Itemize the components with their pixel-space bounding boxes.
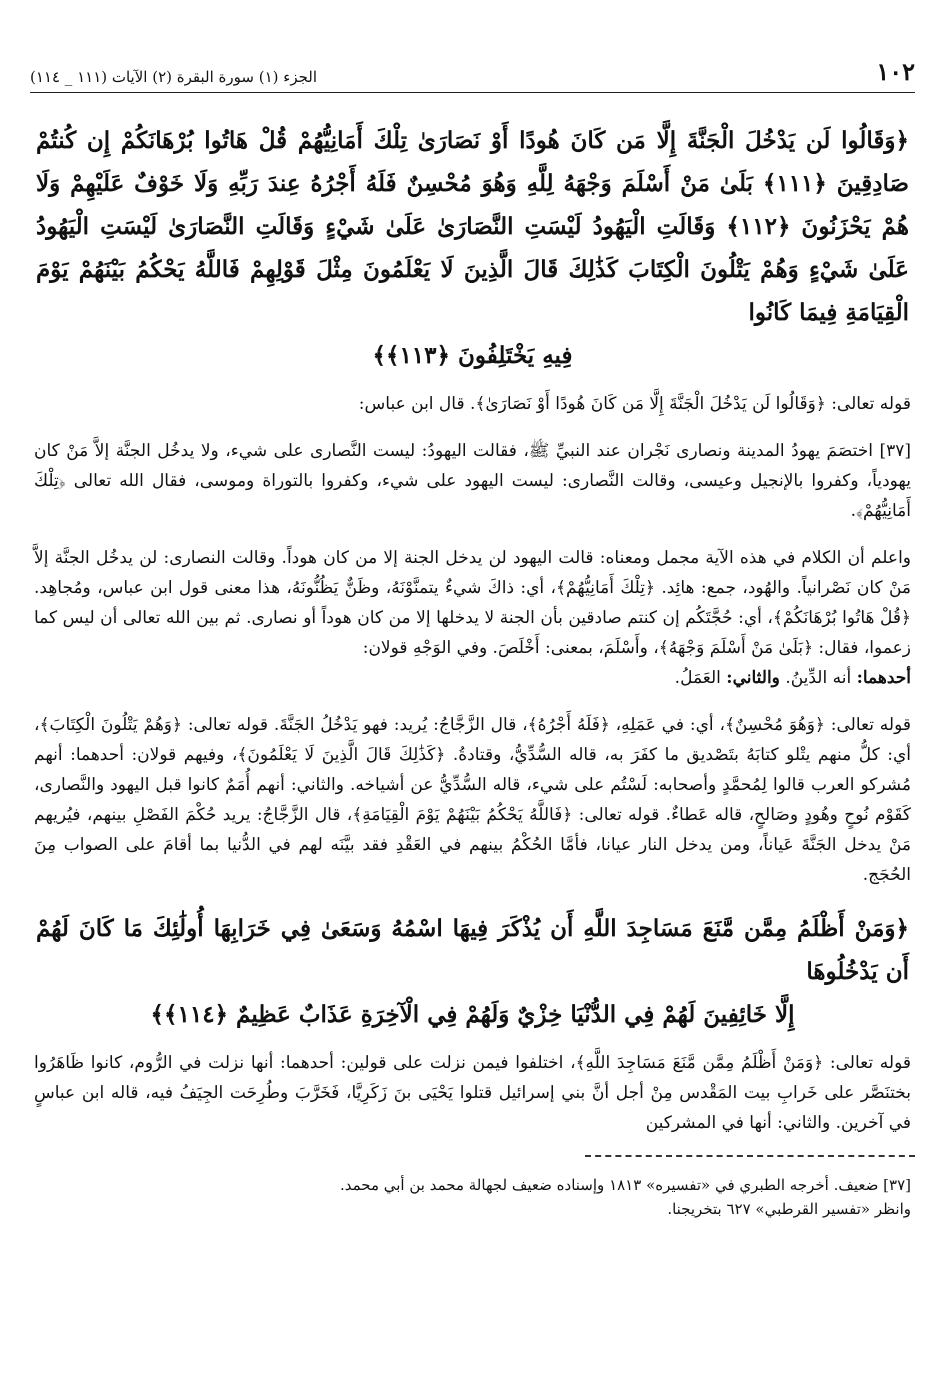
- quran-verses-113-end: فِيهِ يَخْتَلِفُونَ ﴿١١٣﴾﴾: [372, 342, 573, 369]
- quran-verse-114: ﴿وَمَنْ أَظْلَمُ مِمَّن مَّنَعَ مَسَاجِدَ اللَّهِ أَن يُذْكَرَ فِيهَا اسْمُهُ وَسَعَىٰ فِي خَرَابِهَا أُولَٰئِكَ مَا كَانَ لَهُمْ أَن يَدْخُلُوهَا: [36, 915, 909, 985]
- opinion-label: والثاني:: [726, 668, 780, 688]
- page: [30, 52, 915, 1221]
- footnotes: [30, 1173, 915, 1221]
- page-header: [30, 52, 915, 93]
- opinion-text: أنه الدِّينُ.: [785, 668, 852, 688]
- footnote-line: وانظر «تفسير القرطبي» ٦٢٧ بتخريجنا.: [667, 1200, 911, 1218]
- quran-verse-114-end: إِلَّا خَائِفِينَ لَهُمْ فِي الدُّنْيَا خِزْيٌ وَلَهُمْ فِي الْآخِرَةِ عَذَابٌ عَظِيمٌ ﴿١١٤﴾﴾: [150, 1001, 795, 1028]
- opinion-text: العَمَلُ.: [674, 668, 721, 688]
- running-head: الجزء (١) سورة البقرة (٢) الآيات (١١١ _ ١١٤): [30, 68, 318, 86]
- page-number: ١٠٢: [876, 57, 915, 86]
- commentary-paragraph: قوله تعالى: ﴿وَمَنْ أَظْلَمُ مِمَّن مَّنَعَ مَسَاجِدَ اللَّهِ﴾، اختلفوا فيمن نزلت على قولين: أحدهما: أنها نزلت في الرُّوم، كانوا ظَاهَرُوا بختنَصَّر على خَرابِ بيت المَقْدس مِنْ أجل أنَّ بني إسرائيل قتلوا يَحْيَى بنَ زَكَرِيَّا، فَخَرَّبَ وطُرِحَت الجِيَفُ فيه، قاله ابن عباسٍ في آخرين. والثاني: أنها في المشركين: [34, 1053, 911, 1133]
- footnote-separator: [585, 1155, 915, 1157]
- footnote-line: [٣٧] ضعيف. أخرجه الطبري في «تفسيره» ١٨١٣ وإسناده ضعيف لجهالة محمد بن أبي محمد.: [339, 1176, 911, 1194]
- commentary-paragraph: واعلم أن الكلام في هذه الآية مجمل ومعناه: قالت اليهود لن يدخل الجنة إلا من كان هوداً. وقالت النصارى: لن يدخُل الجنَّة إلاَّ مَنْ كان نَصْرانياً. والهُود، جمع: هائِد. ﴿تِلْكَ أَمَانِيُّهُمْ﴾، أي: ذاكَ شيءٌ يتمنَّوْنَهُ، وظَنٌّ يَظُنُّونَهُ، هذا معنى قول ابن عباس، ومُجاهِد. ﴿قُلْ هَاتُوا بُرْهَانَكُمْ﴾، أي: حُجَّتَكُم إن كنتم صادقين بأن الجنة لا يدخلها إلا من كان هوداً أو نصارى. ثم بين الله تعالى أن ليس كما زعموا، فقال: ﴿بَلَىٰ مَنْ أَسْلَمَ وَجْهَهُ﴾، وأَسْلَمَ، بمعنى: أَخْلَصَ. وفي الوَجْهِ قولان:: [34, 548, 911, 658]
- commentary-paragraph: قوله تعالى: ﴿وَقَالُوا لَن يَدْخُلَ الْجَنَّةَ إِلَّا مَن كَانَ هُودًا أَوْ نَصَارَىٰ﴾. قال ابن عباس:: [358, 394, 911, 414]
- commentary-opinions: [30, 663, 915, 693]
- opinion-label: أحدهما:: [856, 668, 911, 688]
- commentary-paragraph: قوله تعالى: ﴿وَهُوَ مُحْسِنٌ﴾، أي: في عَمَلِهِ، ﴿فَلَهُ أَجْرُهُ﴾، قال الزَّجَّاجُ: يُريد: فهو يَدْخُلُ الجَنَّةَ. قوله تعالى: ﴿وَهُمْ يَتْلُونَ الْكِتَابَ﴾، أي: كلُّ منهم يتْلو كتابَهُ بتَصْديق ما كفَرَ به، قاله السُّدِّيُّ، وقتادةُ. ﴿كَذَٰلِكَ قَالَ الَّذِينَ لَا يَعْلَمُونَ﴾، وفيهم قولان: أحدهما: أنهم مُشركو العرب قالوا لِمُحمَّدٍ وأصحابه: لَسْتُم على شيء، قاله السُّدِّيُّ عن أشياخه. والثاني: أنهم أُمَمٌ كانوا قبل اليهود والنَّصارى، كَقَوْم نُوحٍ وهُودٍ وصَالحٍ، قاله عَطاءٌ. قوله تعالى: ﴿فَاللَّهُ يَحْكُمُ بَيْنَهُمْ يَوْمَ الْقِيَامَةِ﴾، قال الزَّجَّاجُ: يريد حُكْمَ الفَصْلِ بينهم، فيُريهم مَنْ يدخل الجَنَّةَ عَياناً، ومن يدخل النار عيانا، فأمَّا الحُكْمُ بينهم في العَقْدِ فقد بيَّنَه لهم في الدُّنيا بما أقامَ على الصواب مِنَ الحُجَج.: [34, 715, 911, 885]
- quran-verses-111-113: ﴿وَقَالُوا لَن يَدْخُلَ الْجَنَّةَ إِلَّا مَن كَانَ هُودًا أَوْ نَصَارَىٰ تِلْكَ أَمَانِيُّهُمْ قُلْ هَاتُوا بُرْهَانَكُمْ إِن كُنتُمْ صَادِقِينَ ﴿١١١﴾ بَلَىٰ مَنْ أَسْلَمَ وَجْهَهُ لِلَّهِ وَهُوَ مُحْسِنٌ فَلَهُ أَجْرُهُ عِندَ رَبِّهِ وَلَا خَوْفٌ عَلَيْهِمْ وَلَا هُمْ يَحْزَنُونَ ﴿١١٢﴾ وَقَالَتِ الْيَهُودُ لَيْسَتِ النَّصَارَىٰ عَلَىٰ شَيْءٍ وَقَالَتِ النَّصَارَىٰ لَيْسَتِ الْيَهُودُ عَلَىٰ شَيْءٍ وَهُمْ يَتْلُونَ الْكِتَابَ كَذَٰلِكَ قَالَ الَّذِينَ لَا يَعْلَمُونَ مِثْلَ قَوْلِهِمْ فَاللَّهُ يَحْكُمُ بَيْنَهُمْ يَوْمَ الْقِيَامَةِ فِيمَا كَانُوا: [36, 127, 910, 326]
- hadith-paragraph: [٣٧] اختصَمَ يهودُ المدينة ونصارى نَجْران عند النبيِّ ﷺ، فقالت اليهودُ: ليست النَّصارى على شيء، ولا يدخُل الجنَّة إلاَّ مَنْ كان يهودياً، وكفروا بالإنجيل وعيسى، وقالت النَّصارى: ليست اليهود على شيء، وكفروا بالتوراة وموسى، فقال الله تعالى ﴿تِلْكَ أَمَانِيُّهُمْ﴾.: [34, 441, 911, 521]
